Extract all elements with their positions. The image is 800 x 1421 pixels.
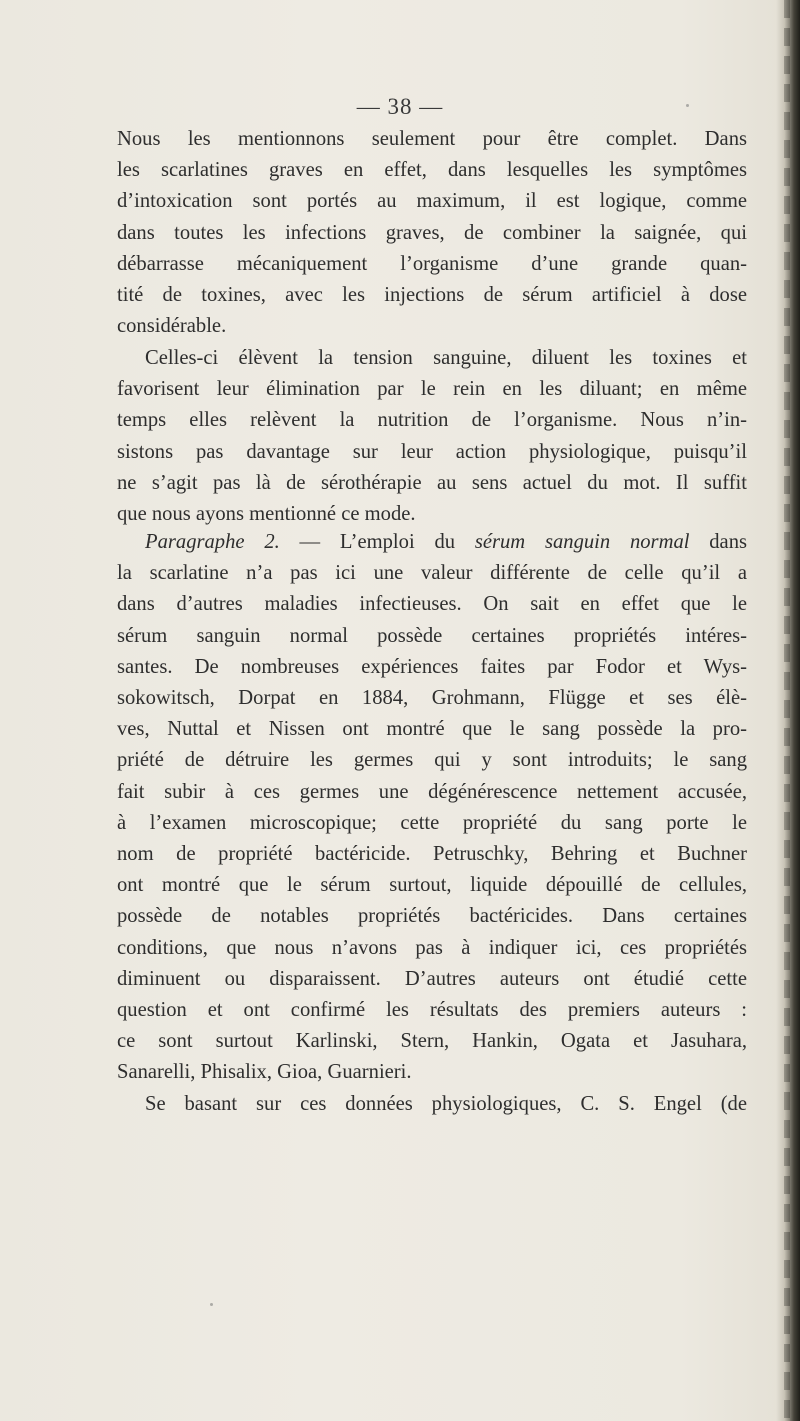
paragraph-1	[117, 124, 747, 342]
text-line: diminuent ou disparaissent. D’autres auteurs ont étudié cette	[117, 967, 747, 990]
heading-dash: — L’emploi du	[279, 531, 475, 553]
text-line: santes. De nombreuses expériences faites par Fodor et Wys-	[117, 655, 747, 678]
text-line: sérum sanguin normal possède certaines propriétés intéres-	[117, 624, 747, 647]
text-line: tité de toxines, avec les injections de sérum artificiel à dose	[117, 284, 747, 307]
text-line: ves, Nuttal et Nissen ont montré que le sang possède la pro-	[117, 718, 747, 741]
paper-speck	[686, 104, 689, 107]
text-line: dans toutes les infections graves, de combiner la saignée, qui	[117, 221, 747, 244]
paragraph-3	[117, 527, 747, 1120]
text-line: conditions, que nous n’avons pas à indiquer ici, ces propriétés	[117, 936, 747, 959]
paper-speck	[210, 1303, 213, 1306]
text-line: ce sont surtout Karlinski, Stern, Hankin, Ogata et Jasuhara,	[117, 1030, 747, 1053]
paragraph-heading-line	[117, 527, 747, 558]
text-line: dans d’autres maladies infectieuses. On sait en effet que le	[117, 593, 747, 616]
text-line: sistons pas davantage sur leur action physiologique, puisqu’il	[117, 440, 747, 463]
text-line: Celles-ci élèvent la tension sanguine, diluent les toxines et	[145, 347, 747, 369]
text-line: d’intoxication sont portés au maximum, il est logique, comme	[117, 190, 747, 213]
text-line: ont montré que le sérum surtout, liquide dépouillé de cellules,	[117, 874, 747, 897]
text-line: la scarlatine n’a pas ici une valeur différente de celle qu’il a	[117, 562, 747, 585]
text-line: à l’examen microscopique; cette propriété du sang porte le	[117, 811, 747, 834]
text-line: possède de notables propriétés bactéricides. Dans certaines	[117, 905, 747, 928]
text-line: les scarlatines graves en effet, dans lesquelles les symptômes	[117, 159, 747, 182]
text-line: ne s’agit pas là de sérothérapie au sens actuel du mot. Il suffit	[117, 471, 747, 494]
text-line: Sanarelli, Phisalix, Gioa, Guarnieri.	[117, 1061, 412, 1084]
text-line: fait subir à ces germes une dégénérescence nettement accusée,	[117, 780, 747, 803]
text-line: que nous ayons mentionné ce mode.	[117, 503, 416, 526]
page-number: — 38 —	[356, 94, 444, 119]
text-line: Nous les mentionnons seulement pour être complet. Dans	[117, 128, 747, 150]
text-line: débarrasse mécaniquement l’organisme d’une grande quan-	[117, 252, 747, 275]
text-line: priété de détruire les germes qui y sont introduits; le sang	[117, 749, 747, 772]
text-line: favorisent leur élimination par le rein en les diluant; en même	[117, 378, 747, 401]
paragraph-heading: Paragraphe 2.	[145, 531, 280, 553]
page-binding-shadow	[784, 0, 790, 1421]
text-line: considérable.	[117, 315, 227, 338]
text-line: sokowitsch, Dorpat en 1884, Grohmann, Flügge et ses élè-	[117, 687, 747, 710]
text-line: Se basant sur ces données physiologiques, C. S. Engel (de	[145, 1092, 747, 1115]
text-line: temps elles relèvent la nutrition de l’organisme. Nous n’in-	[117, 409, 747, 432]
text-line: nom de propriété bactéricide. Petruschky, Behring et Buchner	[117, 843, 747, 866]
text-line: question et ont confirmé les résultats des premiers auteurs :	[117, 999, 747, 1022]
paragraph-2	[117, 343, 747, 530]
heading-rest: dans	[689, 531, 748, 553]
emphasis-term: sérum sanguin normal	[474, 531, 690, 553]
